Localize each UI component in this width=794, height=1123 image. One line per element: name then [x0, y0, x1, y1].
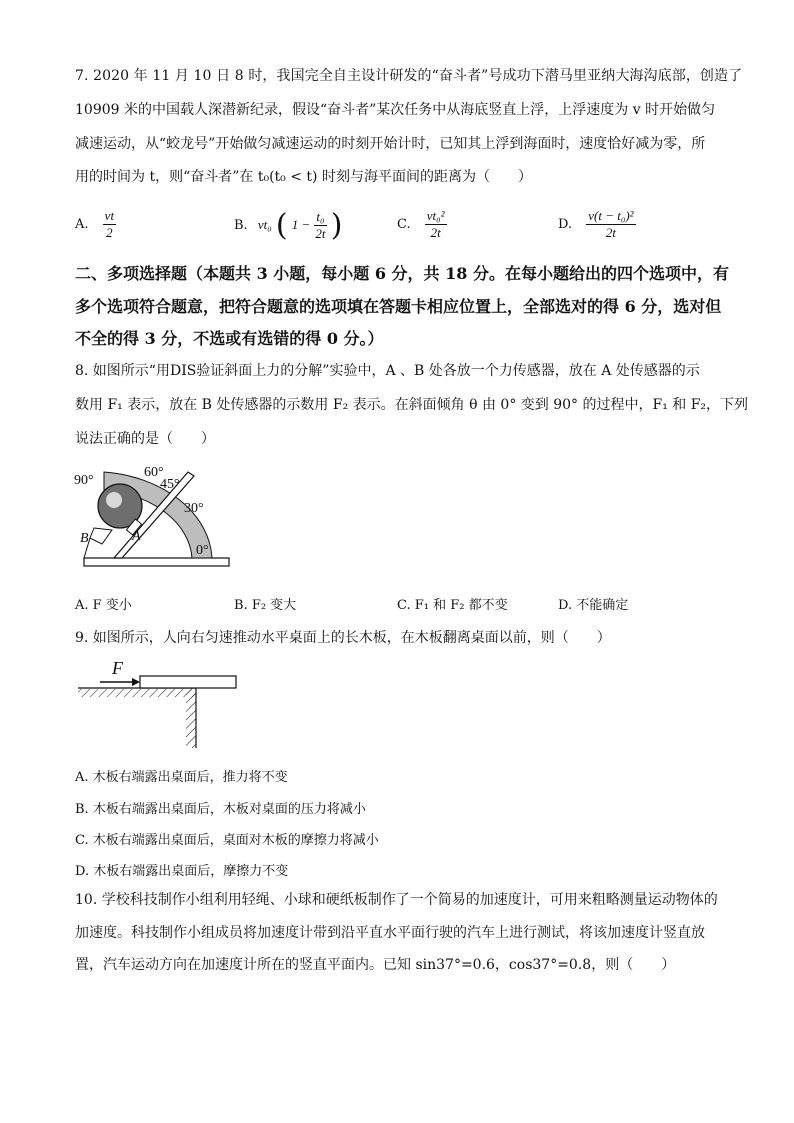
- q7-option-c-denominator: 2t: [430, 225, 441, 240]
- q7-line-1: 7. 2020 年 11 月 10 日 8 时，我国完全自主设计研发的“奋斗者”号成功下潜马里亚纳大海沟底部，创造了: [75, 68, 743, 84]
- q10-line-2: 加速度。科技制作小组成员将加速度计带到沿平直水平面行驶的汽车上进行测试，将该加速度计竖直放: [75, 925, 705, 941]
- q8-option-a[interactable]: A. F 变小: [75, 598, 132, 613]
- q8-line-1: 8. 如图所示“用DIS验证斜面上力的分解”实验中，A 、B 处各放一个力传感器，放在 A 处传感器的示: [75, 363, 700, 379]
- q7-option-b-paren-open: (: [275, 208, 288, 243]
- q10-line-3: 置，汽车运动方向在加速度计所在的竖直平面内。已知 sin37°=0.6，cos37°=0.8，则（ ）: [75, 957, 676, 973]
- q8-option-b[interactable]: B. F₂ 变大: [234, 598, 297, 613]
- section-2-line-1: 二、多项选择题（本题共 3 小题，每小题 6 分，共 18 分。在每小题给出的四个选项中，有: [75, 264, 729, 283]
- q7-option-d-denominator: 2t: [605, 225, 616, 240]
- label-a: A: [132, 529, 141, 544]
- q7-option-d[interactable]: [558, 208, 636, 241]
- q7-option-a-numerator: vt: [104, 208, 115, 223]
- force-label: F: [112, 658, 123, 678]
- q9-option-c[interactable]: C. 木板右端露出桌面后，桌面对木板的摩擦力将减小: [75, 833, 379, 848]
- q7-option-b-label: B.: [234, 218, 248, 233]
- q7-option-d-numerator: v(t − t₀)²: [588, 208, 634, 223]
- incline-diagram: [72, 462, 242, 577]
- table-top-hatch: [78, 689, 196, 697]
- section-2-line-3: 不全的得 3 分，不选或有选错的得 0 分。）: [75, 329, 384, 348]
- q9-option-a[interactable]: A. 木板右端露出桌面后，推力将不变: [75, 770, 288, 785]
- label-0: 0°: [196, 543, 209, 558]
- q7-line-2: 10909 米的中国载人深潜新纪录，假设“奋斗者”某次任务中从海底竖直上浮，上浮速度为 v 时开始做匀: [75, 102, 716, 118]
- q7-option-b-denominator: 2t: [315, 226, 326, 241]
- q7-option-a-label: A.: [75, 217, 89, 232]
- q7-option-b-fraction: [314, 209, 326, 242]
- table-leg-hatch: [186, 688, 196, 748]
- q7-option-c-fraction: [425, 208, 447, 241]
- q9-stem: 9. 如图所示，人向右匀速推动水平桌面上的长木板，在木板翻离桌面以前，则（ ）: [75, 630, 611, 646]
- q10-line-1: 10. 学校科技制作小组利用轻绳、小球和硬纸板制作了一个简易的加速度计，可用来粗略测量运动物体的: [75, 892, 718, 908]
- board-on-table-diagram: [78, 658, 248, 750]
- q7-option-a-fraction: [103, 208, 116, 241]
- q7-option-b-numerator: t₀: [316, 209, 325, 224]
- q7-line-3: 减速运动，从“蛟龙号”开始做匀减速运动的时刻开始计时，已知其上浮到海面时，速度恰好减为零，所: [75, 136, 706, 152]
- label-b: B: [80, 531, 89, 546]
- base-board: [84, 558, 229, 566]
- q8-line-3: 说法正确的是（ ）: [75, 431, 215, 447]
- q9-option-d[interactable]: D. 木板右端露出桌面后，摩擦力不变: [75, 864, 289, 879]
- ball-highlight: [106, 492, 122, 508]
- q7-option-a[interactable]: [75, 208, 116, 241]
- label-60: 60°: [144, 465, 164, 480]
- q8-option-d[interactable]: D. 不能确定: [558, 598, 629, 613]
- q7-option-d-label: D.: [558, 217, 573, 232]
- q7-option-a-denominator: 2: [106, 225, 113, 240]
- label-90: 90°: [74, 473, 94, 488]
- q7-line-4: 用的时间为 t，则“奋斗者”在 t₀(t₀ < t) 时刻与海平面间的距离为（ ）: [75, 169, 532, 185]
- q7-option-b-inner: 1 −: [291, 217, 311, 232]
- q7-option-b[interactable]: [234, 208, 342, 243]
- label-45: 45°: [160, 477, 180, 492]
- sensor-b: [90, 528, 112, 544]
- q7-option-b-prefix: vt₀: [257, 217, 272, 232]
- q7-option-c-numerator: vt₀²: [426, 208, 445, 223]
- q7-option-b-paren-close: ): [330, 208, 343, 243]
- q7-option-c-label: C.: [397, 217, 411, 232]
- section-2-line-2: 多个选项符合题意，把符合题意的选项填在答题卡相应位置上，全部选对的得 6 分，选对但: [75, 297, 722, 316]
- wooden-board: [140, 676, 236, 688]
- q8-line-2: 数用 F₁ 表示，放在 B 处传感器的示数用 F₂ 表示。在斜面倾角 θ 由 0° 变到 90° 的过程中，F₁ 和 F₂，下列: [75, 397, 749, 413]
- force-arrow-head: [132, 678, 140, 686]
- q7-option-d-fraction: [586, 208, 635, 241]
- label-30: 30°: [184, 501, 204, 516]
- q7-option-c[interactable]: [397, 208, 447, 241]
- q9-option-b[interactable]: B. 木板右端露出桌面后，木板对桌面的压力将减小: [75, 802, 366, 817]
- q8-option-c[interactable]: C. F₁ 和 F₂ 都不变: [397, 598, 508, 613]
